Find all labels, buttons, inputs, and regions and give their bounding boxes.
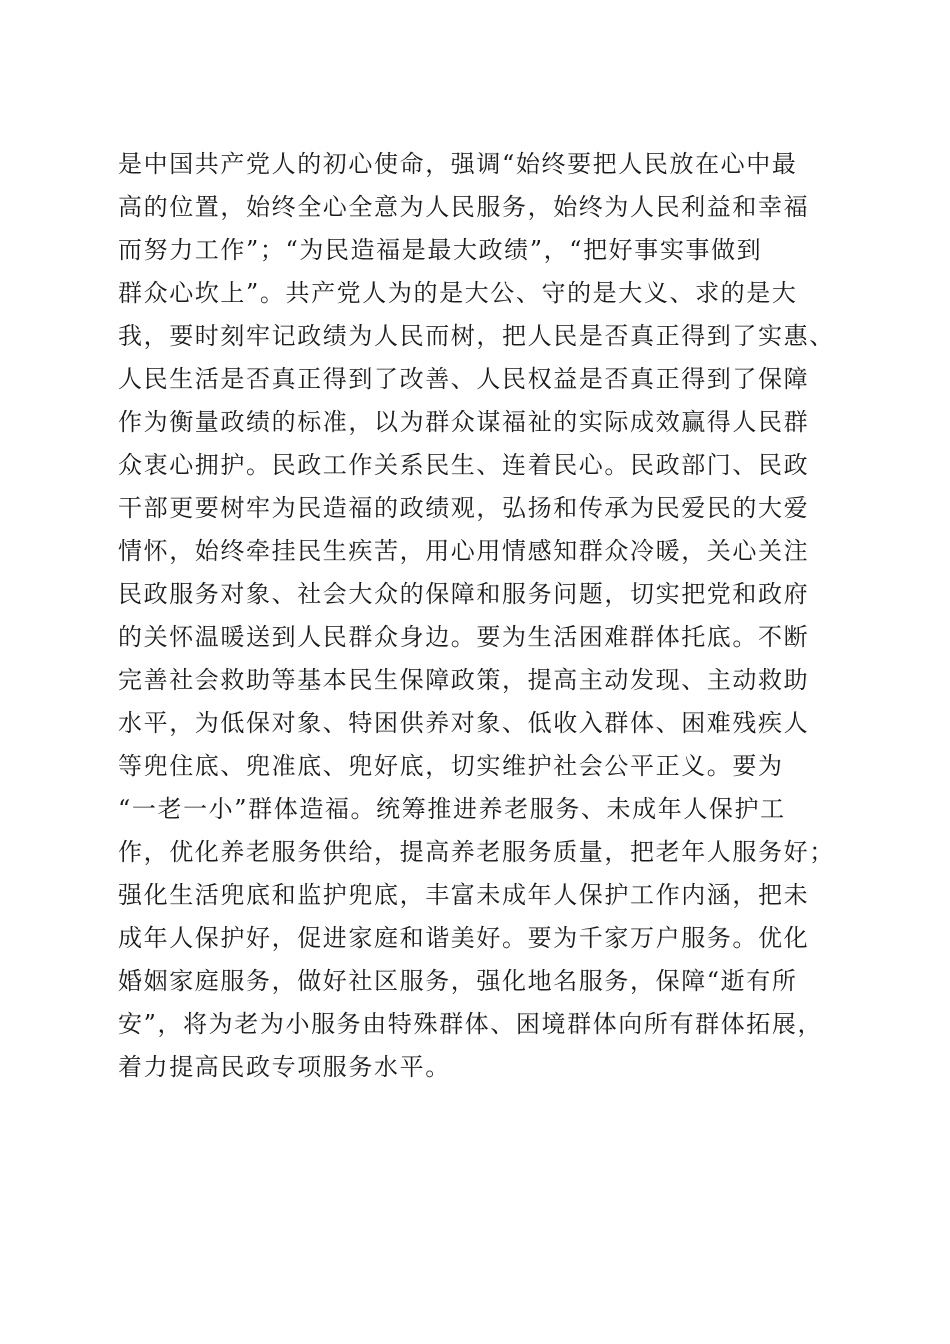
text-line: 作，优化养老服务供给，提高养老服务质量，把老年人服务好； — [118, 838, 835, 866]
text-line: 安”，将为老为小服务由特殊群体、困境群体向所有群体拓展， — [118, 1010, 824, 1038]
text-line: 完善社会救助等基本民生保障政策，提高主动发现、主动救助 — [118, 666, 810, 694]
text-line: 众衷心拥护。民政工作关系民生、连着民心。民政部门、民政 — [118, 451, 810, 479]
text-line: 是中国共产党人的初心使命，强调“始终要把人民放在心中最 — [118, 150, 798, 178]
text-line: 的关怀温暖送到人民群众身边。要为生活困难群体托底。不断 — [118, 623, 810, 651]
text-line: 干部更要树牢为民造福的政绩观，弘扬和传承为民爱民的大爱 — [118, 494, 810, 522]
text-line: 婚姻家庭服务，做好社区服务，强化地名服务，保障“逝有所 — [118, 967, 798, 995]
text-line: 等兜住底、兜准底、兜好底，切实维护社会公平正义。要为 — [118, 752, 784, 780]
body-paragraph — [118, 143, 858, 1089]
text-line: “一老一小”群体造福。统筹推进养老服务、未成年人保护工 — [118, 795, 786, 823]
text-line: 强化生活兜底和监护兜底，丰富未成年人保护工作内涵，把未 — [118, 881, 810, 909]
text-line: 人民生活是否真正得到了改善、人民权益是否真正得到了保障 — [118, 365, 810, 393]
text-line: 而努力工作”；“为民造福是最大政绩”，“把好事实事做到 — [118, 236, 763, 264]
text-line: 作为衡量政绩的标准，以为群众谋福祉的实际成效赢得人民群 — [118, 408, 810, 436]
text-line: 我，要时刻牢记政绩为人民而树，把人民是否真正得到了实惠、 — [118, 322, 835, 350]
text-line: 成年人保护好，促进家庭和谐美好。要为千家万户服务。优化 — [118, 924, 810, 952]
text-line: 群众心坎上”。共产党人为的是大公、守的是大义、求的是大 — [118, 279, 798, 307]
text-line: 水平，为低保对象、特困供养对象、低收入群体、困难残疾人 — [118, 709, 810, 737]
text-line: 高的位置，始终全心全意为人民服务，始终为人民利益和幸福 — [118, 193, 810, 221]
text-line: 情怀，始终牵挂民生疾苦，用心用情感知群众冷暖，关心关注 — [118, 537, 810, 565]
text-line: 民政服务对象、社会大众的保障和服务问题，切实把党和政府 — [118, 580, 810, 608]
text-line: 着力提高民政专项服务水平。 — [118, 1053, 451, 1081]
